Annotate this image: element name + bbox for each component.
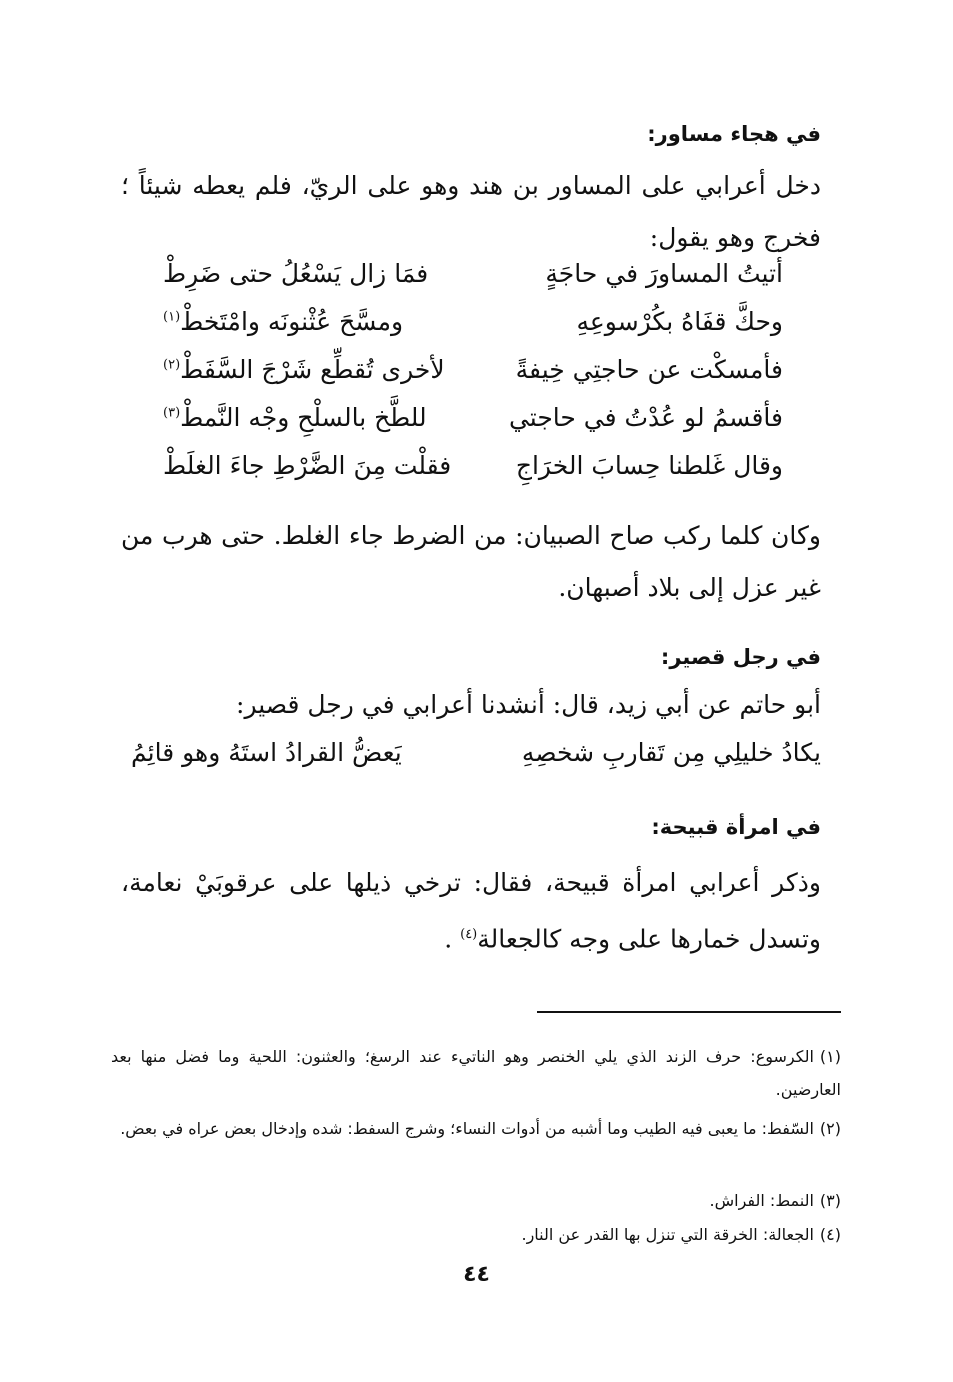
poem-verse (163, 297, 783, 345)
verse-first-hemistich: أتيتُ المساورَ في حاجَةٍ (545, 258, 783, 288)
section-heading-short-man: في رجل قصير: (660, 645, 821, 669)
verse-first-hemistich: وحكَّ قفَاهُ بكُرْسوعِهِ (576, 306, 783, 336)
section-intro-musawir: دخل أعرابي على المساور بن هند وهو على الريّ، فلم يعطه شيئاً ؛ فخرج وهو يقول: (121, 171, 821, 252)
sentence-end: . (444, 924, 453, 954)
verse-first-hemistich: وقال غَلطنا حِسابَ الخرَاجِ (515, 450, 783, 480)
footnote-number: (١) (819, 1047, 841, 1066)
poem-musawir (163, 249, 783, 489)
verse-first-hemistich: فأقسمُ لو عُدْتُ في حاجتي (508, 402, 783, 432)
footnote-marker-1[interactable]: (١) (163, 309, 181, 325)
poem-verse (163, 441, 783, 489)
poem-verse (131, 728, 821, 776)
footnote-2 (111, 1112, 841, 1145)
verse-second-hemistich (131, 738, 461, 767)
footnote-marker-3[interactable]: (٣) (163, 405, 181, 421)
section-outro-musawir: وكان كلما ركب صاح الصبيان: من الضرط جاء الغلط. حتى هرب من غير عزل إلى بلاد أصبهان. (121, 521, 821, 602)
poem-verse (163, 345, 783, 393)
verse-first-hemistich: يكادُ خليلِي مِن تَقاربِ شخصِهِ (521, 737, 821, 767)
footnote-separator (537, 1011, 841, 1013)
footnote-marker-2[interactable]: (٢) (163, 357, 181, 373)
verse-second-hemistich (163, 307, 453, 336)
footnote-text: الجعالة: الخرقة التي تنزل بها القدر عن النار. (521, 1225, 814, 1244)
footnote-text: السّفط: ما يعبى فيه الطيب وما أشبه من أدوات النساء؛ وشرج السفط: شده وإدخال بعض عراه في بعض. (120, 1119, 814, 1138)
footnote-number: (٤) (819, 1225, 841, 1244)
hemistich-text: فقلْت مِنَ الضَّرْطِ جاءَ الغلَطْ (163, 450, 452, 480)
footnote-number: (٢) (819, 1119, 841, 1138)
poem-verse (163, 393, 783, 441)
footnote-text: النمط: الفراش. (709, 1191, 814, 1210)
hemistich-text: فمَا زال يَسْعُلُ حتى ضَرِطْ (163, 258, 429, 288)
footnote-4 (111, 1218, 841, 1251)
hemistich-text: يَعضُّ القرادُ استَهُ وهو قائِمُ (131, 737, 402, 767)
hemistich-text: للطَّخ بالسلْحِ وجْه النَّمطْ (180, 402, 427, 432)
footnote-number: (٣) (819, 1191, 841, 1210)
poem-verse (163, 249, 783, 297)
verse-short-man (131, 728, 821, 776)
section-body-ugly-woman (121, 857, 821, 965)
section-heading-ugly-woman: في امرأة قبيحة: (651, 815, 821, 839)
verse-first-hemistich: فأمسكْت عن حاجتِي خِيفةً (515, 354, 783, 384)
footnote-text: الكرسوع: حرف الزند الذي يلي الخنصر وهو الناتيء عند الرسغ؛ والعثنون: اللحية وما فضل منها بعد العارضين. (111, 1047, 841, 1099)
verse-second-hemistich (163, 259, 453, 288)
prose-text: وذكر أعرابي امرأة قبيحة، فقال: ترخي ذيلها على عرقوبَيْ نعامة، وتسدل خمارها على وجه كالجعالة (121, 868, 821, 954)
verse-second-hemistich (163, 403, 453, 432)
verse-second-hemistich (163, 451, 453, 480)
footnote-marker-4[interactable]: (٤) (460, 927, 478, 942)
footnote-1 (111, 1040, 841, 1106)
page-number: ٤٤ (463, 1262, 490, 1287)
verse-second-hemistich (163, 355, 453, 384)
section-heading-musawir: في هجاء مساور: (647, 122, 821, 146)
footnote-3 (111, 1184, 841, 1217)
hemistich-text: ومسَّحَ عُثْنونَه وامْتَخطْ (180, 306, 404, 336)
hemistich-text: لأخرى تُقطِّع شَرْجَ السَّفَطْ (180, 354, 445, 384)
section-intro-short-man: أبو حاتم عن أبي زيد، قال: أنشدنا أعرابي في رجل قصير: (236, 690, 821, 719)
